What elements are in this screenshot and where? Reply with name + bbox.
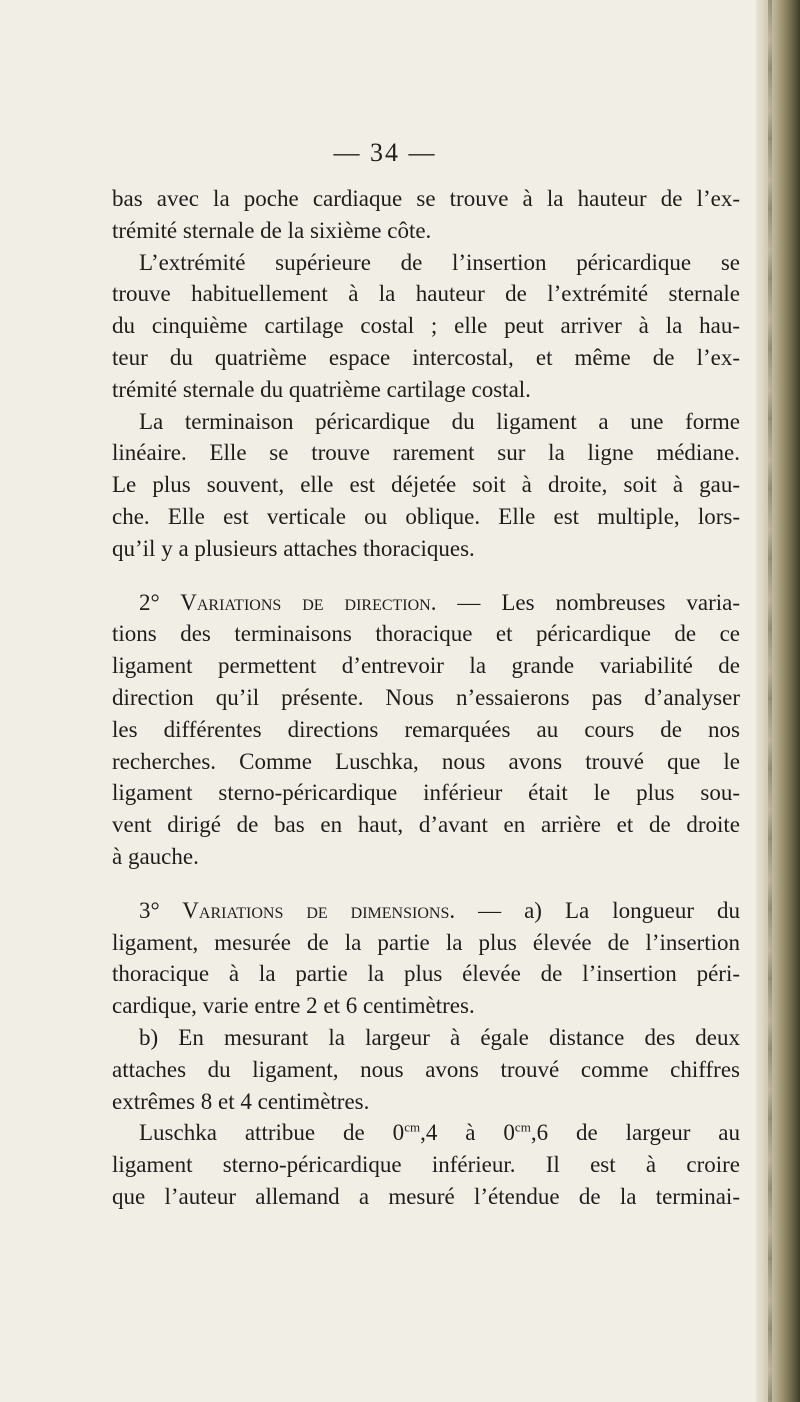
- text-line: les différentes directions remarquées au cours de nos: [112, 716, 740, 742]
- text-line: tions des terminaisons thoracique et péricardique de ce: [112, 621, 740, 647]
- text-line: attaches du ligament, nous avons trouvé comme chiffres: [112, 1056, 740, 1082]
- text-line: ligament sterno-péricardique inférieur était le plus sou-: [112, 780, 740, 806]
- text-line: b) En mesurant la largeur à égale distance des deux: [139, 1024, 740, 1050]
- section-heading: 3° Variations de dimensions.: [139, 897, 456, 923]
- section-heading: 2° Variations de direction.: [139, 589, 437, 615]
- text-line-rest: — a) La longueur du: [455, 897, 740, 923]
- paragraph-6: [112, 1022, 740, 1117]
- page-number: — 34 —: [333, 138, 437, 167]
- text-line: du cinquième cartilage costal ; elle peut arriver à la hau-: [112, 313, 740, 339]
- text-line: qu’il y a plusieurs attaches thoraciques.: [112, 535, 475, 561]
- text-segment: Luschka attribue de 0: [139, 1120, 405, 1146]
- body-text: [112, 183, 740, 1213]
- page-binding-edge: [756, 0, 800, 1402]
- paragraph-spacer: [112, 565, 740, 587]
- text-line: trémité sternale du quatrième cartilage costal.: [112, 376, 531, 402]
- text-line: direction qu’il présente. Nous n’essaierons pas d’analyser: [112, 684, 740, 710]
- superscript-unit: cm: [404, 1119, 421, 1135]
- text-line: teur du quatrième espace intercostal, et même de l’ex-: [112, 344, 740, 370]
- text-line: recherches. Comme Luschka, nous avons trouvé que le: [112, 748, 740, 774]
- paragraph-7: [112, 1117, 740, 1212]
- text-line-rest: — Les nombreuses varia-: [436, 589, 740, 615]
- text-line: ligament, mesurée de la partie la plus élevée de l’insertion: [112, 929, 740, 955]
- superscript-unit: cm: [514, 1119, 531, 1135]
- text-line: extrêmes 8 et 4 centimètres.: [112, 1088, 370, 1114]
- text-line: Le plus souvent, elle est déjetée soit à droite, soit à gau-: [112, 472, 740, 498]
- text-line: bas avec la poche cardiaque se trouve à la hauteur de l’ex-: [112, 186, 740, 211]
- text-line: que l’auteur allemand a mesuré l’étendue de la terminai-: [112, 1183, 740, 1209]
- text-line: [112, 587, 740, 619]
- text-line: La terminaison péricardique du ligament a une forme: [139, 408, 740, 434]
- text-line: [112, 895, 740, 927]
- text-line: linéaire. Elle se trouve rarement sur la ligne médiane.: [112, 440, 740, 466]
- text-line: ligament permettent d’entrevoir la grande variabilité de: [112, 653, 740, 679]
- text-line: trémité sternale de la sixième côte.: [112, 217, 432, 243]
- text-line: che. Elle est verticale ou oblique. Elle est multiple, lors-: [112, 503, 740, 529]
- text-line: ligament sterno-péricardique inférieur. Il est à croire: [112, 1152, 740, 1178]
- paragraph-2: [112, 247, 740, 406]
- text-line: thoracique à la partie la plus élevée de l’insertion péri-: [112, 961, 740, 987]
- paragraph-1: [112, 183, 740, 247]
- text-line: à gauche.: [112, 843, 199, 869]
- text-line: vent dirigé de bas en haut, d’avant en arrière et de droite: [112, 812, 740, 838]
- text-segment: ,4 à 0: [420, 1120, 515, 1146]
- text-line: L’extrémité supérieure de l’insertion péricardique se: [139, 249, 740, 275]
- paragraph-spacer: [112, 873, 740, 895]
- paragraph-3: [112, 406, 740, 565]
- text-line: cardique, varie entre 2 et 6 centimètres.: [112, 993, 475, 1019]
- paragraph-4: [112, 587, 740, 873]
- text-segment: ,6 de largeur au: [530, 1120, 740, 1146]
- paragraph-5: [112, 895, 740, 1022]
- text-line: trouve habituellement à la hauteur de l’extrémité sternale: [112, 281, 740, 307]
- text-line: [112, 1117, 740, 1149]
